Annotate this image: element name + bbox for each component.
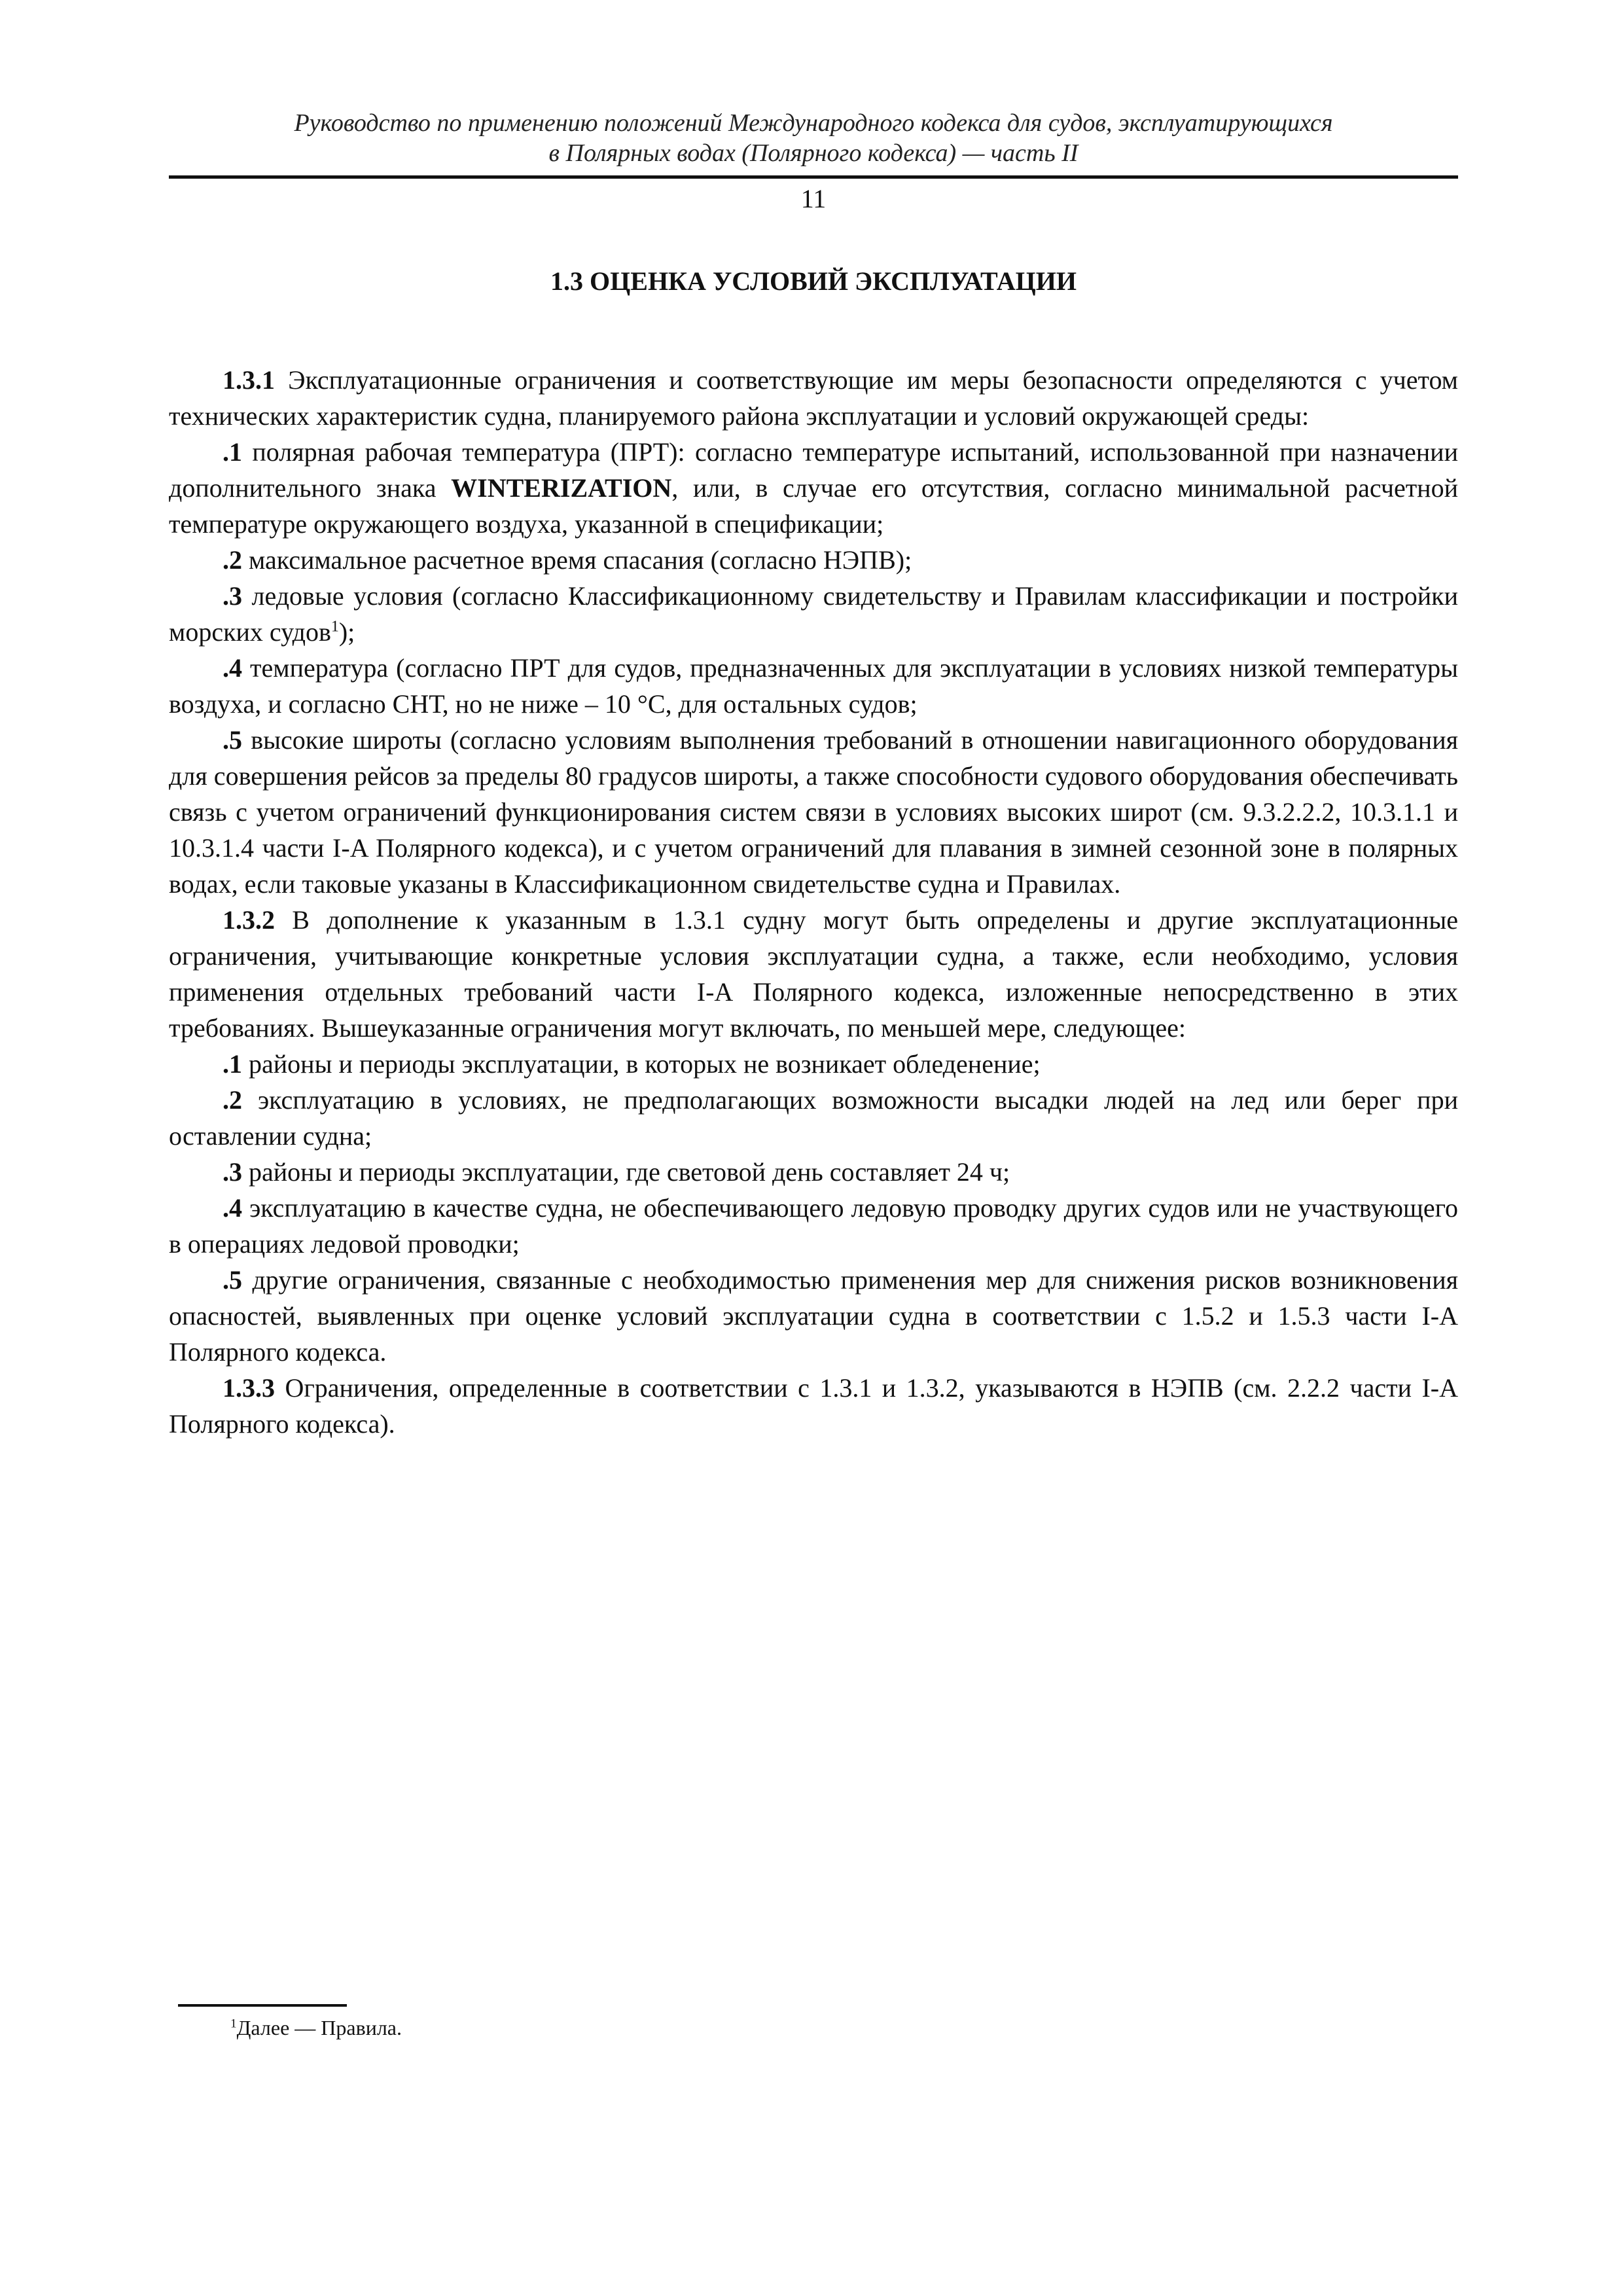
paragraph-number: 1.3.1 [223, 365, 275, 395]
running-header [169, 108, 1458, 168]
item-text: районы и периоды эксплуатации, в которых не возникает обледенение; [242, 1049, 1041, 1079]
paragraph-number: 1.3.2 [223, 905, 275, 935]
list-item [169, 1262, 1458, 1370]
paragraph-1-3-1 [169, 362, 1458, 434]
item-text: , или, в случае его отсутствия, согласно минимальной расчетной температуре окружающего воздуха, указанной в спецификации; [169, 473, 1458, 539]
item-number: .1 [223, 1049, 242, 1079]
list-item [169, 434, 1458, 542]
item-number: .5 [223, 1265, 242, 1295]
paragraph-text: В дополнение к указанным в 1.3.1 судну могут быть определены и другие эксплуатационные ограничения, учитывающие конкретные условия эксплуатации судна, а также, если необходимо, условия применения отдельных требований части I-A Полярного кодекса, изложенные непосредственно в этих требованиях. Вышеуказанные ограничения могут включать, по меньшей мере, следующее: [169, 905, 1458, 1043]
header-line-2: в Полярных водах (Полярного кодекса) — часть II [548, 139, 1079, 167]
list-item [169, 542, 1458, 578]
item-text: полярная рабочая температура (ПРТ): согласно температуре испытаний, использованной при назначении дополнительного знака [169, 437, 1458, 503]
paragraph-1-3-2 [169, 902, 1458, 1046]
footnote-reference: 1 [330, 618, 339, 636]
item-number: .2 [223, 545, 242, 575]
header-line-1: Руководство по применению положений Международного кодекса для судов, эксплуатирующихся [294, 109, 1333, 137]
page-number: 11 [800, 184, 827, 213]
section-title: 1.3 ОЦЕНКА УСЛОВИЙ ЭКСПЛУАТАЦИИ [550, 266, 1077, 296]
item-number: .4 [223, 653, 242, 683]
paragraph-text: Эксплуатационные ограничения и соответствующие им меры безопасности определяются с учетом технических характеристик судна, планируемого района эксплуатации и условий окружающей среды: [169, 365, 1458, 431]
list-item [169, 1190, 1458, 1262]
footnote-text: Далее — Правила. [236, 2016, 402, 2039]
list-item [169, 578, 1458, 650]
item-text: другие ограничения, связанные с необходимостью применения мер для снижения рисков возникновения опасностей, выявленных при оценке условий эксплуатации судна в соответствии с 1.5.2 и 1.5.3 части I-A Полярного кодекса. [169, 1265, 1458, 1367]
item-text: районы и периоды эксплуатации, где световой день составляет 24 ч; [242, 1157, 1010, 1187]
list-item [169, 722, 1458, 902]
item-number: .3 [223, 581, 242, 611]
item-number: .1 [223, 437, 242, 467]
paragraph-text: Ограничения, определенные в соответствии с 1.3.1 и 1.3.2, указываются в НЭПВ (см. 2.2.2 части I-A Полярного кодекса). [169, 1373, 1458, 1439]
footnote-divider [178, 2004, 347, 2007]
item-text: ледовые условия (согласно Классификационному свидетельству и Правилам классификации и постройки морских судов [169, 581, 1458, 647]
item-text: эксплуатацию в условиях, не предполагающих возможности высадки людей на лед или берег при оставлении судна; [169, 1085, 1458, 1151]
list-item [169, 1046, 1458, 1082]
document-body [169, 362, 1458, 1442]
item-number: .5 [223, 725, 242, 755]
item-text: ); [338, 617, 355, 647]
winterization-mark: WINTERIZATION [451, 473, 672, 503]
list-item [169, 1154, 1458, 1190]
item-text: высокие широты (согласно условиям выполнения требований в отношении навигационного оборудования для совершения рейсов за пределы 80 градусов широты, а также способности судового оборудования обеспечивать связь с учетом ограничений функционирования систем связи в условиях высоких широт (см. 9.3.2.2.2, 10.3.1.1 и 10.3.1.4 части I-A Полярного кодекса), и с учетом ограничений для плавания в зимней сезонной зоне в полярных водах, если таковые указаны в Классификационном свидетельстве судна и Правилах. [169, 725, 1458, 899]
list-item [169, 650, 1458, 722]
item-text: максимальное расчетное время спасания (согласно НЭПВ); [242, 545, 912, 575]
item-number: .4 [223, 1193, 242, 1223]
item-text: температура (согласно ПРТ для судов, предназначенных для эксплуатации в условиях низкой температуры воздуха, и согласно СНТ, но не ниже – 10 °С, для остальных судов; [169, 653, 1458, 719]
footnote-marker: 1 [230, 2017, 237, 2031]
header-divider [169, 175, 1458, 179]
item-number: .3 [223, 1157, 242, 1187]
paragraph-number: 1.3.3 [223, 1373, 275, 1403]
footnote [230, 2015, 402, 2041]
item-text: эксплуатацию в качестве судна, не обеспечивающего ледовую проводку других судов или не участвующего в операциях ледовой проводки; [169, 1193, 1458, 1259]
paragraph-1-3-3 [169, 1370, 1458, 1442]
list-item [169, 1082, 1458, 1154]
item-number: .2 [223, 1085, 242, 1115]
